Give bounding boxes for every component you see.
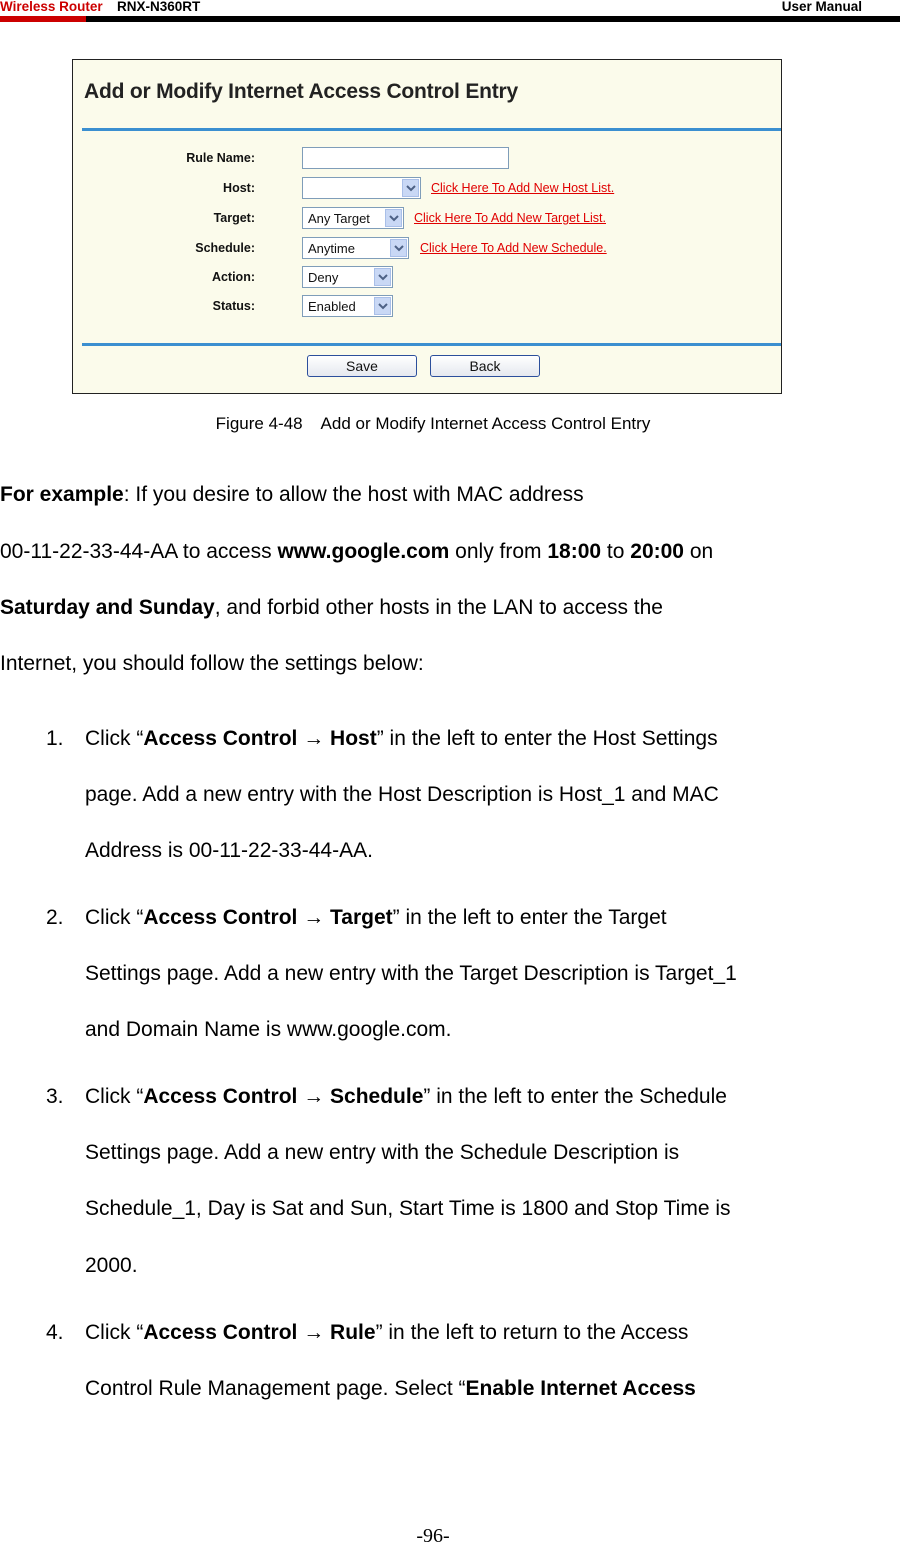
- header-bar-red: [0, 16, 86, 22]
- intro-line-3: Saturday and Sunday, and forbid other hosts in the LAN to access the: [0, 596, 663, 619]
- step-4-line-2: Control Rule Management page. Select “Enable Internet Access: [85, 1377, 696, 1400]
- page-header: [0, 0, 900, 24]
- rule-name-input[interactable]: [302, 147, 509, 169]
- divider: [82, 128, 781, 131]
- page-number: -96-: [416, 1525, 450, 1547]
- host-label: Host:: [223, 181, 255, 195]
- save-button[interactable]: Save: [307, 355, 417, 377]
- add-host-link[interactable]: Click Here To Add New Host List.: [431, 181, 615, 195]
- step-3-line-4: 2000.: [85, 1254, 138, 1277]
- chevron-down-icon: [374, 297, 391, 315]
- chevron-down-icon: [402, 179, 419, 197]
- rule-name-row: [73, 146, 773, 172]
- intro-line-1: For example: If you desire to allow the host with MAC address: [0, 483, 584, 506]
- figure-caption: Figure 4-48 Add or Modify Internet Access Control Entry: [215, 414, 651, 433]
- step-2-line-2: Settings page. Add a new entry with the Target Description is Target_1: [85, 962, 737, 985]
- schedule-label: Schedule:: [195, 241, 255, 255]
- step-1-line-2: page. Add a new entry with the Host Description is Host_1 and MAC: [85, 783, 719, 806]
- step-number: 4.: [46, 1321, 64, 1344]
- host-row: [73, 176, 773, 202]
- product-name: Wireless Router: [0, 0, 103, 14]
- step-1-line-1: Click “Access Control → Host” in the left to enter the Host Settings: [85, 727, 718, 750]
- target-label: Target:: [213, 211, 255, 225]
- rule-name-label: Rule Name:: [186, 151, 255, 165]
- intro-line-4: Internet, you should follow the settings below:: [0, 652, 424, 675]
- form-title: Add or Modify Internet Access Control Entry: [84, 80, 518, 103]
- step-3-line-2: Settings page. Add a new entry with the Schedule Description is: [85, 1141, 680, 1164]
- status-select[interactable]: Enabled: [302, 295, 393, 317]
- chevron-down-icon: [385, 209, 402, 227]
- action-row: [73, 265, 773, 291]
- step-1-line-3: Address is 00-11-22-33-44-AA.: [85, 839, 373, 862]
- step-number: 2.: [46, 906, 64, 929]
- step-2-line-3: and Domain Name is www.google.com.: [85, 1018, 452, 1041]
- chevron-down-icon: [390, 239, 407, 257]
- action-label: Action:: [211, 270, 255, 284]
- schedule-select[interactable]: Anytime: [302, 237, 409, 259]
- host-select[interactable]: [302, 177, 421, 199]
- intro-line-2: 00-11-22-33-44-AA to access www.google.com only from 18:00 to 20:00 on: [0, 540, 714, 563]
- add-schedule-link[interactable]: Click Here To Add New Schedule.: [420, 241, 607, 255]
- step-number: 3.: [46, 1085, 64, 1108]
- step-2-line-1: Click “Access Control → Target” in the left to enter the Target: [85, 906, 667, 929]
- target-select[interactable]: Any Target: [302, 207, 404, 229]
- step-number: 1.: [46, 727, 64, 750]
- header-bar-black: [86, 16, 900, 22]
- step-3-line-1: Click “Access Control → Schedule” in the left to enter the Schedule: [85, 1085, 727, 1108]
- step-3-line-3: Schedule_1, Day is Sat and Sun, Start Time is 1800 and Stop Time is: [85, 1197, 731, 1220]
- action-select[interactable]: Deny: [302, 266, 393, 288]
- document-type: User Manual: [781, 0, 862, 14]
- status-row: [73, 294, 773, 320]
- add-target-link[interactable]: Click Here To Add New Target List.: [414, 211, 606, 225]
- model-name: RNX-N360RT: [117, 0, 201, 14]
- divider: [82, 343, 781, 346]
- chevron-down-icon: [374, 268, 391, 286]
- step-4-line-1: Click “Access Control → Rule” in the left to return to the Access: [85, 1321, 689, 1344]
- back-button[interactable]: Back: [430, 355, 540, 377]
- target-row: [73, 206, 773, 232]
- schedule-row: [73, 236, 773, 262]
- screenshot-figure: [72, 59, 782, 394]
- status-label: Status:: [212, 299, 255, 313]
